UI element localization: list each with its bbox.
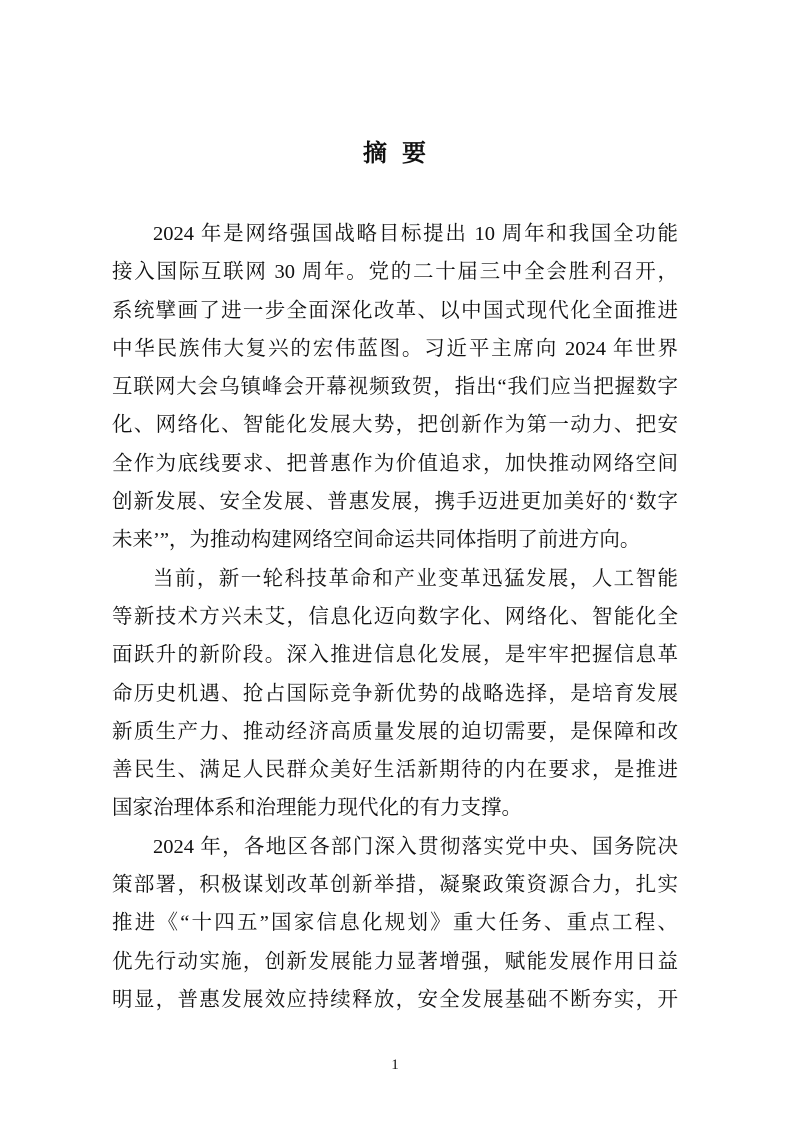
body-line: 2024 年是网络强国战略目标提出 10 周年和我国全功能 [153,223,678,245]
document-body [112,215,678,1019]
body-line: 善民生、满足人民群众美好生活新期待的内在要求，是推进 [112,759,678,782]
body-line: 化、网络化、智能化发展大势，把创新作为第一动力、把安 [112,414,678,437]
body-line: 接入国际互联网 30 周年。党的二十届三中全会胜利召开， [112,261,678,284]
body-line: 中华民族伟大复兴的宏伟蓝图。习近平主席向 2024 年世界 [112,337,678,360]
body-line: 未来’”，为推动构建网络空间命运共同体指明了前进方向。 [112,529,641,552]
body-line: 策部署，积极谋划改革创新举措，凝聚政策资源合力，扎实 [112,874,678,897]
body-line: 互联网大会乌镇峰会开幕视频致贺，指出“我们应当把握数字 [112,376,678,399]
body-line: 等新技术方兴未艾，信息化迈向数字化、网络化、智能化全 [112,605,678,628]
body-line: 面跃升的新阶段。深入推进信息化发展，是牢牢把握信息革 [112,644,678,667]
body-line: 推进《“十四五”国家信息化规划》重大任务、重点工程、 [112,912,678,935]
body-line: 系统擘画了进一步全面深化改革、以中国式现代化全面推进 [112,299,678,322]
body-line: 创新发展、安全发展、普惠发展，携手迈进更加美好的‘数字 [112,491,678,514]
body-line: 新质生产力、推动经济高质量发展的迫切需要，是保障和改 [112,720,678,743]
page-title: 摘 要 [363,141,427,167]
body-line: 明显，普惠发展效应持续释放，安全发展基础不断夯实，开 [112,988,678,1011]
body-line: 2024 年，各地区各部门深入贯彻落实党中央、国务院决 [153,835,678,858]
body-line: 全作为底线要求、把普惠作为价值追求，加快推动网络空间 [112,452,678,475]
page-number: 1 [391,1057,399,1073]
body-line: 优先行动实施，创新发展能力显著增强，赋能发展作用日益 [112,950,678,973]
body-line: 国家治理体系和治理能力现代化的有力支撑。 [112,797,522,820]
body-line: 当前，新一轮科技革命和产业变革迅猛发展，人工智能 [153,567,678,590]
body-line: 命历史机遇、抢占国际竞争新优势的战略选择，是培育发展 [112,682,678,705]
